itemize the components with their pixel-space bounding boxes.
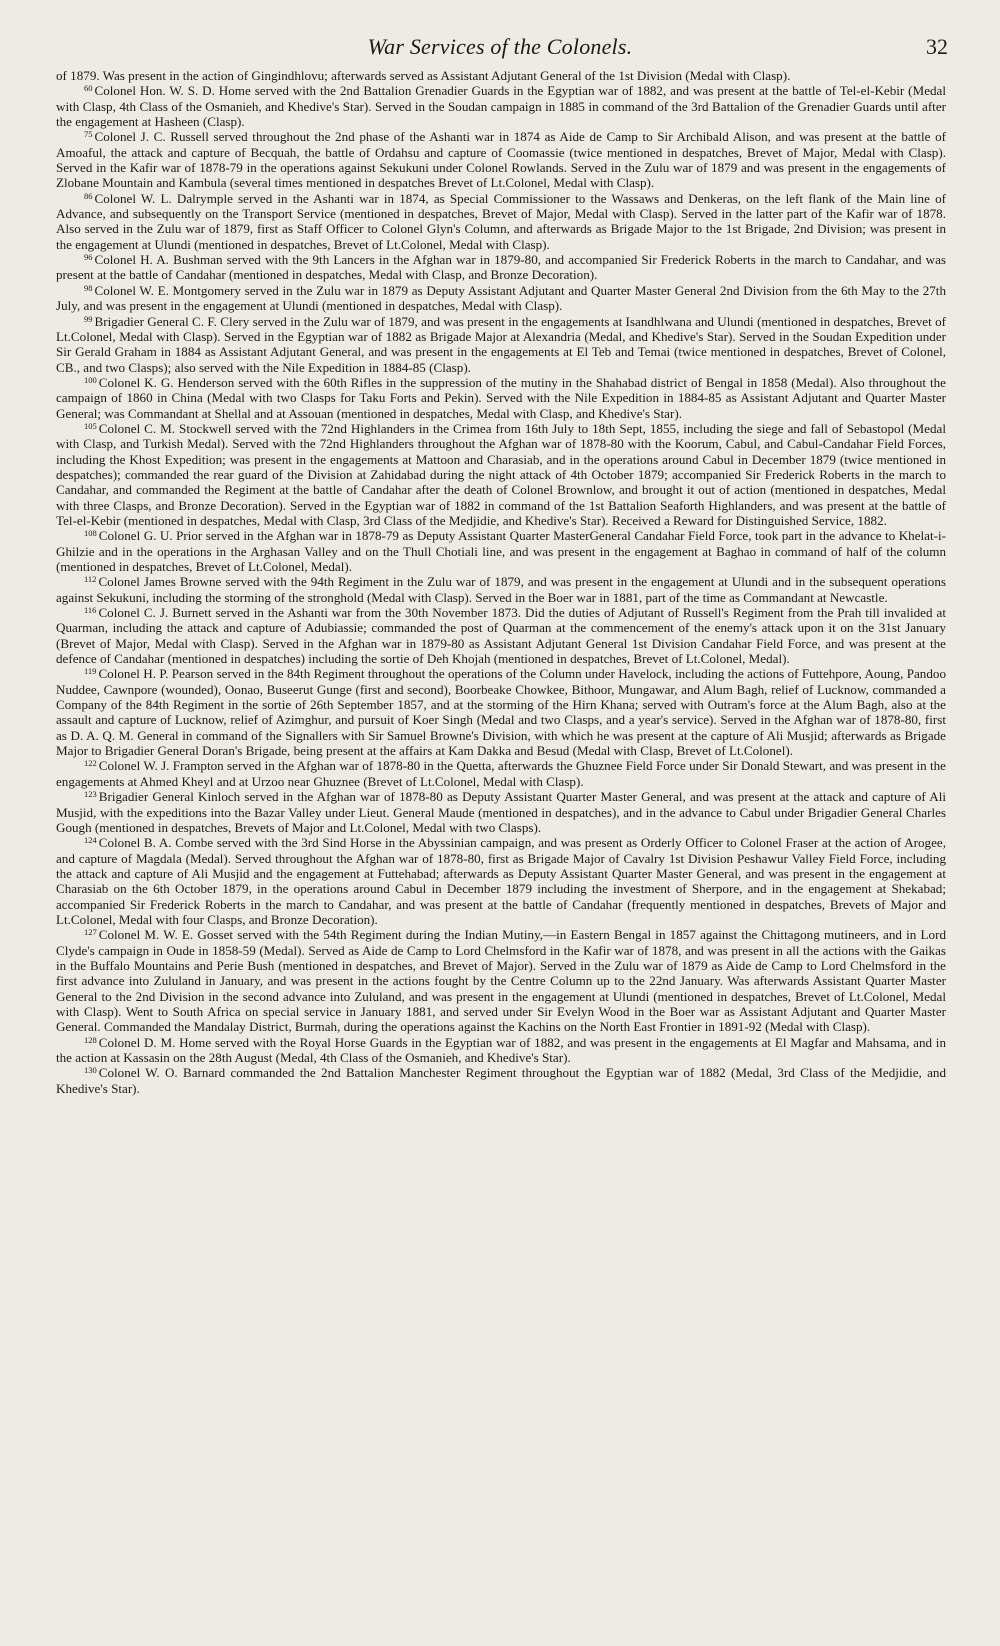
note-text: Brigadier General C. F. Clery served in the Zulu war of 1879, and was present in the engagements at Isandhlwana and Ulundi (mentioned in despatches, Brevet of Lt.Colonel, Medal with Clasp). Served in the Egyptian war of 1882 as Brigade Major at Alexandria (Medal, and Khedive's Star). Served in the Soudan Expedition under Sir Gerald Graham in 1884 as Assistant Adjutant General, and was present in the engagements at El Teb and Temai (twice mentioned in despatches, Brevet of Colonel, CB., and two Clasps); also served with the Nile Expedition in 1884-85 (Clasp).	[56, 313, 946, 375]
note-text: Brigadier General Kinloch served in the Afghan war of 1878-80 as Deputy Assistant Quarter Master General, and was present at the attack and capture of Ali Musjid, with the expeditions into the Bazar Valley under Lieut. General Maude (mentioned in despatches), and in the advance to Cabul under Brigadier General Charles Gough (mentioned in despatches, Brevets of Major and Lt.Colonel, Medal with two Clasps).	[56, 789, 946, 835]
service-note	[56, 83, 946, 129]
service-note	[56, 191, 946, 252]
page-number: 32	[926, 34, 948, 59]
service-note	[56, 68, 946, 83]
service-note	[56, 314, 946, 375]
note-number: 119	[84, 666, 97, 677]
service-note	[56, 789, 946, 835]
note-text: Colonel James Browne served with the 94th Regiment in the Zulu war of 1879, and was present in the engagement at Ulundi and in the subsequent operations against Sekukuni, including the storming of the stronghold (Medal with Clasp). Served in the Boer war in 1881, part of the time as Commandant at Newcastle.	[56, 574, 946, 605]
note-text: Colonel D. M. Home served with the Royal Horse Guards in the Egyptian war of 1882, and was present in the engagements at El Magfar and Mahsama, and in the action at Kassasin on the 28th August (Medal, 4th Class of the Osmanieh, and Khedive's Star).	[56, 1034, 946, 1065]
note-number: 96	[84, 252, 93, 263]
service-note	[56, 528, 946, 574]
note-text: Colonel W. O. Barnard commanded the 2nd Battalion Manchester Regiment throughout the Egyptian war of 1882 (Medal, 3rd Class of the Medjidie, and Khedive's Star).	[56, 1065, 946, 1096]
note-number: 123	[84, 789, 97, 800]
note-text: Colonel C. M. Stockwell served with the 72nd Highlanders in the Crimea from 16th July to 18th Sept, 1855, including the siege and fall of Sebastopol (Medal with Clasp, and Turkish Medal). Served with the 72nd Highlanders throughout the Afghan war of 1878-80 with the Koorum, Cabul, and Cabul-Candahar Field Forces, including the Khost Expedition; was present in the engagements at Mattoon and Charasiab, and in the operations around Cabul in December 1879 (twice mentioned in despatches); commanded the rear guard of the Division at Zahidabad during the night attack of 4th October 1879; accompanied Sir Frederick Roberts in the march to Candahar, and commanded the Regiment at the battle of Candahar after the death of Colonel Brownlow, and brought it out of action (mentioned in despatches, Medal with three Clasps, and Bronze Decoration). Served in the Egyptian war of 1882 in command of the 1st Battalion Seaforth Highlanders, and was present at the battle of Tel-el-Kebir (mentioned in despatches, Medal with Clasp, 3rd Class of the Medjidie, and Khedive's Star). Received a Reward for Distinguished Service, 1882.	[56, 420, 946, 528]
note-number: 124	[84, 835, 97, 846]
note-number: 75	[84, 129, 93, 140]
service-note	[56, 835, 946, 927]
service-note	[56, 927, 946, 1034]
note-number: 122	[84, 758, 97, 769]
note-number: 98	[84, 282, 93, 293]
note-number: 128	[84, 1034, 97, 1045]
note-number: 105	[84, 420, 97, 431]
service-note	[56, 1035, 946, 1066]
note-number: 130	[84, 1065, 97, 1076]
note-number: 112	[84, 574, 97, 585]
service-note	[56, 574, 946, 605]
note-number: 108	[84, 528, 97, 539]
note-number: 86	[84, 190, 93, 201]
note-text: Colonel H. P. Pearson served in the 84th Regiment throughout the operations of the Column under Havelock, including the actions of Futtehpore, Aoung, Pandoo Nuddee, Cawnpore (wounded), Oonao, Buseerut Gunge (first and second), Boorbeake Chowkee, Bithoor, Mungawar, and Alum Bagh, relief of Lucknow, commanded a Company of the 84th Regiment in the sortie of 26th September 1857, and at the storming of the Hirn Khana; served with Outram's force at the Alum Bagh, also at the assault and capture of Lucknow, relief of Azimghur, and pursuit of Koer Singh (Medal and two Clasps, and a year's service). Served in the Afghan war of 1878-80, first as D. A. Q. M. General in command of the Signallers with Sir Samuel Browne's Division, with which he was present at the capture of Ali Musjid; afterwards as Brigade Major to Brigadier General Doran's Brigade, being present at the affairs at Kam Dakka and Besud (Medal with Clasp, Brevet of Lt.Colonel).	[56, 666, 946, 759]
note-text: Colonel Hon. W. S. D. Home served with the 2nd Battalion Grenadier Guards in the Egyptian war of 1882, and was present at the battle of Tel-el-Kebir (Medal with Clasp, 4th Class of the Osmanieh, and Khedive's Star). Served in the Soudan campaign in 1885 in command of the 3rd Battalion of the Grenadier Guards until after the engagement at Hasheen (Clasp).	[56, 83, 946, 130]
note-number: 116	[84, 605, 97, 616]
service-note	[56, 421, 946, 528]
note-number: 60	[84, 83, 93, 94]
note-number: 100	[84, 374, 97, 385]
page-header	[0, 34, 1000, 62]
service-note	[56, 252, 946, 283]
note-text: Colonel M. W. E. Gosset served with the 54th Regiment during the Indian Mutiny,—in Eastern Bengal in 1857 against the Chittagong mutineers, and in Lord Clyde's campaign in Oude in 1858-59 (Medal). Served as Aide de Camp to Lord Chelmsford in the Kafir war of 1878, and was present in all the actions with the Gaikas in the Buffalo Mountains and Perie Bush (mentioned in despatches, and Brevet of Major). Served in the Zulu war of 1879 as Aide de Camp to Lord Chelmsford in the first advance into Zululand in January, and was present in the actions fought by the Centre Column up to the 22nd January. Was afterwards Assistant Quarter Master General to the 2nd Division in the second advance into Zululand, and was present in the engagement at Ulundi (mentioned in despatches, Brevet of Lt.Colonel, Medal with Clasp). Went to South Africa on special service in January 1881, and served under Sir Evelyn Wood in the Boer war as Assistant Adjutant and Quarter Master General. Commanded the Mandalay District, Burmah, during the operations against the Kachins on the North East Frontier in 1891-92 (Medal with Clasp).	[56, 927, 946, 1035]
note-text: Colonel W. L. Dalrymple served in the Ashanti war in 1874, as Special Commissioner to the Wassaws and Denkeras, on the left flank of the Main line of Advance, and subsequently on the Transport Service (mentioned in despatches, Brevet of Major, Medal with Clasp). Served in the latter part of the Kafir war of 1878. Also served in the Zulu war of 1879, first as Staff Officer to Colonel Glyn's Column, and afterwards as Brigade Major to the 1st Brigade, 2nd Division; was present in the engagement at Ulundi (mentioned in despatches, Brevet of Lt.Colonel, Medal with Clasp).	[56, 190, 946, 252]
note-text: of 1879. Was present in the action of Gingindhlovu; afterwards served as Assistant Adjutant General of the 1st Division (Medal with Clasp).	[56, 68, 791, 83]
service-note	[56, 283, 946, 314]
service-note	[56, 605, 946, 666]
note-text: Colonel C. J. Burnett served in the Ashanti war from the 30th November 1873. Did the duties of Adjutant of Russell's Regiment from the Prah till invalided at Quarman, including the attack and capture of Adubiassie; commanded the post of Quarman at the commencement of the enemy's attack upon it on the 31st January (Brevet of Major, Medal with Clasp). Served in the Afghan war in 1879-80 as Assistant Adjutant General 1st Division Candahar Field Force, and was present at the defence of Candahar (mentioned in despatches) including the sortie of Deh Khojah (mentioned in despatches, Brevet of Lt.Colonel, Medal).	[56, 605, 946, 667]
note-text: Colonel B. A. Combe served with the 3rd Sind Horse in the Abyssinian campaign, and was present as Orderly Officer to Colonel Fraser at the action of Arogee, and capture of Magdala (Medal). Served throughout the Afghan war of 1878-80, first as Brigade Major of Cavalry 1st Division Peshawur Valley Field Force, including the attack and capture of Ali Musjid and the engagement at Futtehabad; afterwards as Deputy Assistant Quarter Master General, and was present in the engagement at Charasiab on the 6th October 1879, in the operations around Cabul in December 1879 including the investment of Sherpore, and in the engagement at Shekabad; accompanied Sir Frederick Roberts in the march to Candahar, and was present at the battle of Candahar (frequently mentioned in despatches, Brevets of Major and Lt.Colonel, Medal with four Clasps, and Bronze Decoration).	[56, 835, 946, 927]
service-note	[56, 129, 946, 190]
note-text: Colonel G. U. Prior served in the Afghan war in 1878-79 as Deputy Assistant Quarter MasterGeneral Candahar Field Force, took part in the advance to Khelat-i-Ghilzie and in the operations in the Arghasan Valley and on the Thull Chotiali line, and was present in the engagement at Baghao in command of half of the column (mentioned in despatches, Brevet of Lt.Colonel, Medal).	[56, 528, 946, 574]
service-note	[56, 1065, 946, 1096]
note-text: Colonel W. E. Montgomery served in the Zulu war in 1879 as Deputy Assistant Adjutant and Quarter Master General 2nd Division from the 6th May to the 27th July, and was present in the engagement at Ulundi (mentioned in despatches, Medal with Clasp).	[56, 282, 946, 314]
service-note	[56, 758, 946, 789]
service-note	[56, 375, 946, 421]
note-text: Colonel H. A. Bushman served with the 9th Lancers in the Afghan war in 1879-80, and accompanied Sir Frederick Roberts in the march to Candahar, and was present at the battle of Candahar (mentioned in despatches, Medal with Clasp, and Bronze Decoration).	[56, 252, 946, 283]
note-number: 99	[84, 313, 93, 324]
running-title: War Services of the Colonels.	[367, 34, 633, 59]
service-note	[56, 666, 946, 758]
note-number: 127	[84, 927, 97, 938]
note-text: Colonel J. C. Russell served throughout the 2nd phase of the Ashanti war in 1874 as Aide de Camp to Sir Archibald Alison, and was present at the battle of Amoaful, the attack and capture of Becquah, the battle of Ordahsu and capture of Coomassie (twice mentioned in despatches, Brevet of Major, Medal with Clasp). Served in the Kafir war of 1878-79 in the operations against Sekukuni under Colonel Rowlands. Served in the Zulu war of 1879 and was present in the engagements of Zlobane Mountain and Kambula (several times mentioned in despatches Brevet of Lt.Colonel, Medal with Clasp).	[56, 129, 946, 191]
note-text: Colonel W. J. Frampton served in the Afghan war of 1878-80 in the Quetta, afterwards the Ghuznee Field Force under Sir Donald Stewart, and was present in the engagements at Ahmed Kheyl and at Urzoo near Ghuznee (Brevet of Lt.Colonel, Medal with Clasp).	[56, 758, 946, 789]
note-text: Colonel K. G. Henderson served with the 60th Rifles in the suppression of the mutiny in the Shahabad district of Bengal in 1858 (Medal). Also throughout the campaign of 1860 in China (Medal with two Clasps for Taku Forts and Pekin). Served with the Nile Expedition in 1884-85 as Assistant Adjutant and Quarter Master General; was Commandant at Shellal and at Assouan (mentioned in despatches, Medal with Clasp, and Khedive's Star).	[56, 374, 946, 421]
notes-body	[56, 68, 946, 1096]
